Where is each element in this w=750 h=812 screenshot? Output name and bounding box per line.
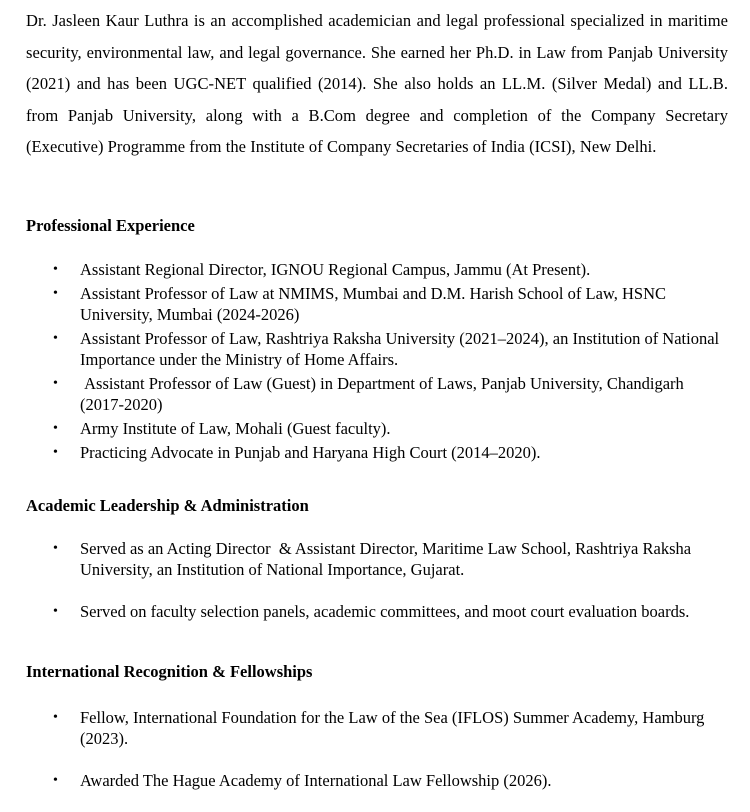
section-heading-professional-experience: Professional Experience: [26, 216, 195, 235]
intro-paragraph: Dr. Jasleen Kaur Luthra is an accomplished academician and legal professional specialized in maritime security, environmental law, and legal governance. She earned her Ph.D. in Law from Panjab University (2021) and has been UGC-NET qualified (2014). She also holds an LL.M. (Silver Medal) and LL.B. from Panjab University, along with a B.Com degree and completion of the Company Secretary (Executive) Programme from the Institute of Company Secretaries of India (ICSI), New Delhi.: [26, 11, 728, 156]
professional-experience-list: [0, 259, 730, 466]
bullet-icon: •: [53, 286, 58, 301]
bullet-icon: •: [53, 421, 58, 436]
list-item: • Assistant Professor of Law at NMIMS, Mumbai and D.M. Harish School of Law, HSNC University, Mumbai (2024-2026): [53, 284, 667, 324]
bullet-icon: •: [53, 710, 58, 725]
academic-leadership-list: [0, 538, 730, 643]
international-recognition-list: [0, 707, 730, 812]
bullet-icon: •: [53, 331, 58, 346]
list-item: • Army Institute of Law, Mohali (Guest faculty).: [53, 419, 391, 438]
list-item: • Served on faculty selection panels, academic committees, and moot court evaluation boards.: [53, 602, 690, 621]
bullet-icon: •: [53, 376, 58, 391]
list-item: • Assistant Professor of Law (Guest) in Department of Laws, Panjab University, Chandigarh (2017-2020): [53, 374, 688, 414]
list-item: • Assistant Professor of Law, Rashtriya Raksha University (2021–2024), an Institution of National Importance under the Ministry of Home Affairs.: [53, 329, 720, 369]
list-item: • Awarded The Hague Academy of International Law Fellowship (2026).: [53, 771, 552, 790]
list-item: • Practicing Advocate in Punjab and Haryana High Court (2014–2020).: [53, 443, 541, 462]
section-heading-academic-leadership: Academic Leadership & Administration: [26, 496, 309, 515]
list-item: • Assistant Regional Director, IGNOU Regional Campus, Jammu (At Present).: [53, 260, 591, 279]
list-item: • Served as an Acting Director & Assistant Director, Maritime Law School, Rashtriya Raksha University, an Institution of National Importance, Gujarat.: [53, 539, 696, 579]
bullet-icon: •: [53, 541, 58, 556]
list-item: • Fellow, International Foundation for the Law of the Sea (IFLOS) Summer Academy, Hamburg (2023).: [53, 708, 705, 748]
section-heading-international-recognition: International Recognition & Fellowships: [26, 662, 313, 681]
bullet-icon: •: [53, 262, 58, 277]
bullet-icon: •: [53, 773, 58, 788]
bullet-icon: •: [53, 604, 58, 619]
bullet-icon: •: [53, 445, 58, 460]
